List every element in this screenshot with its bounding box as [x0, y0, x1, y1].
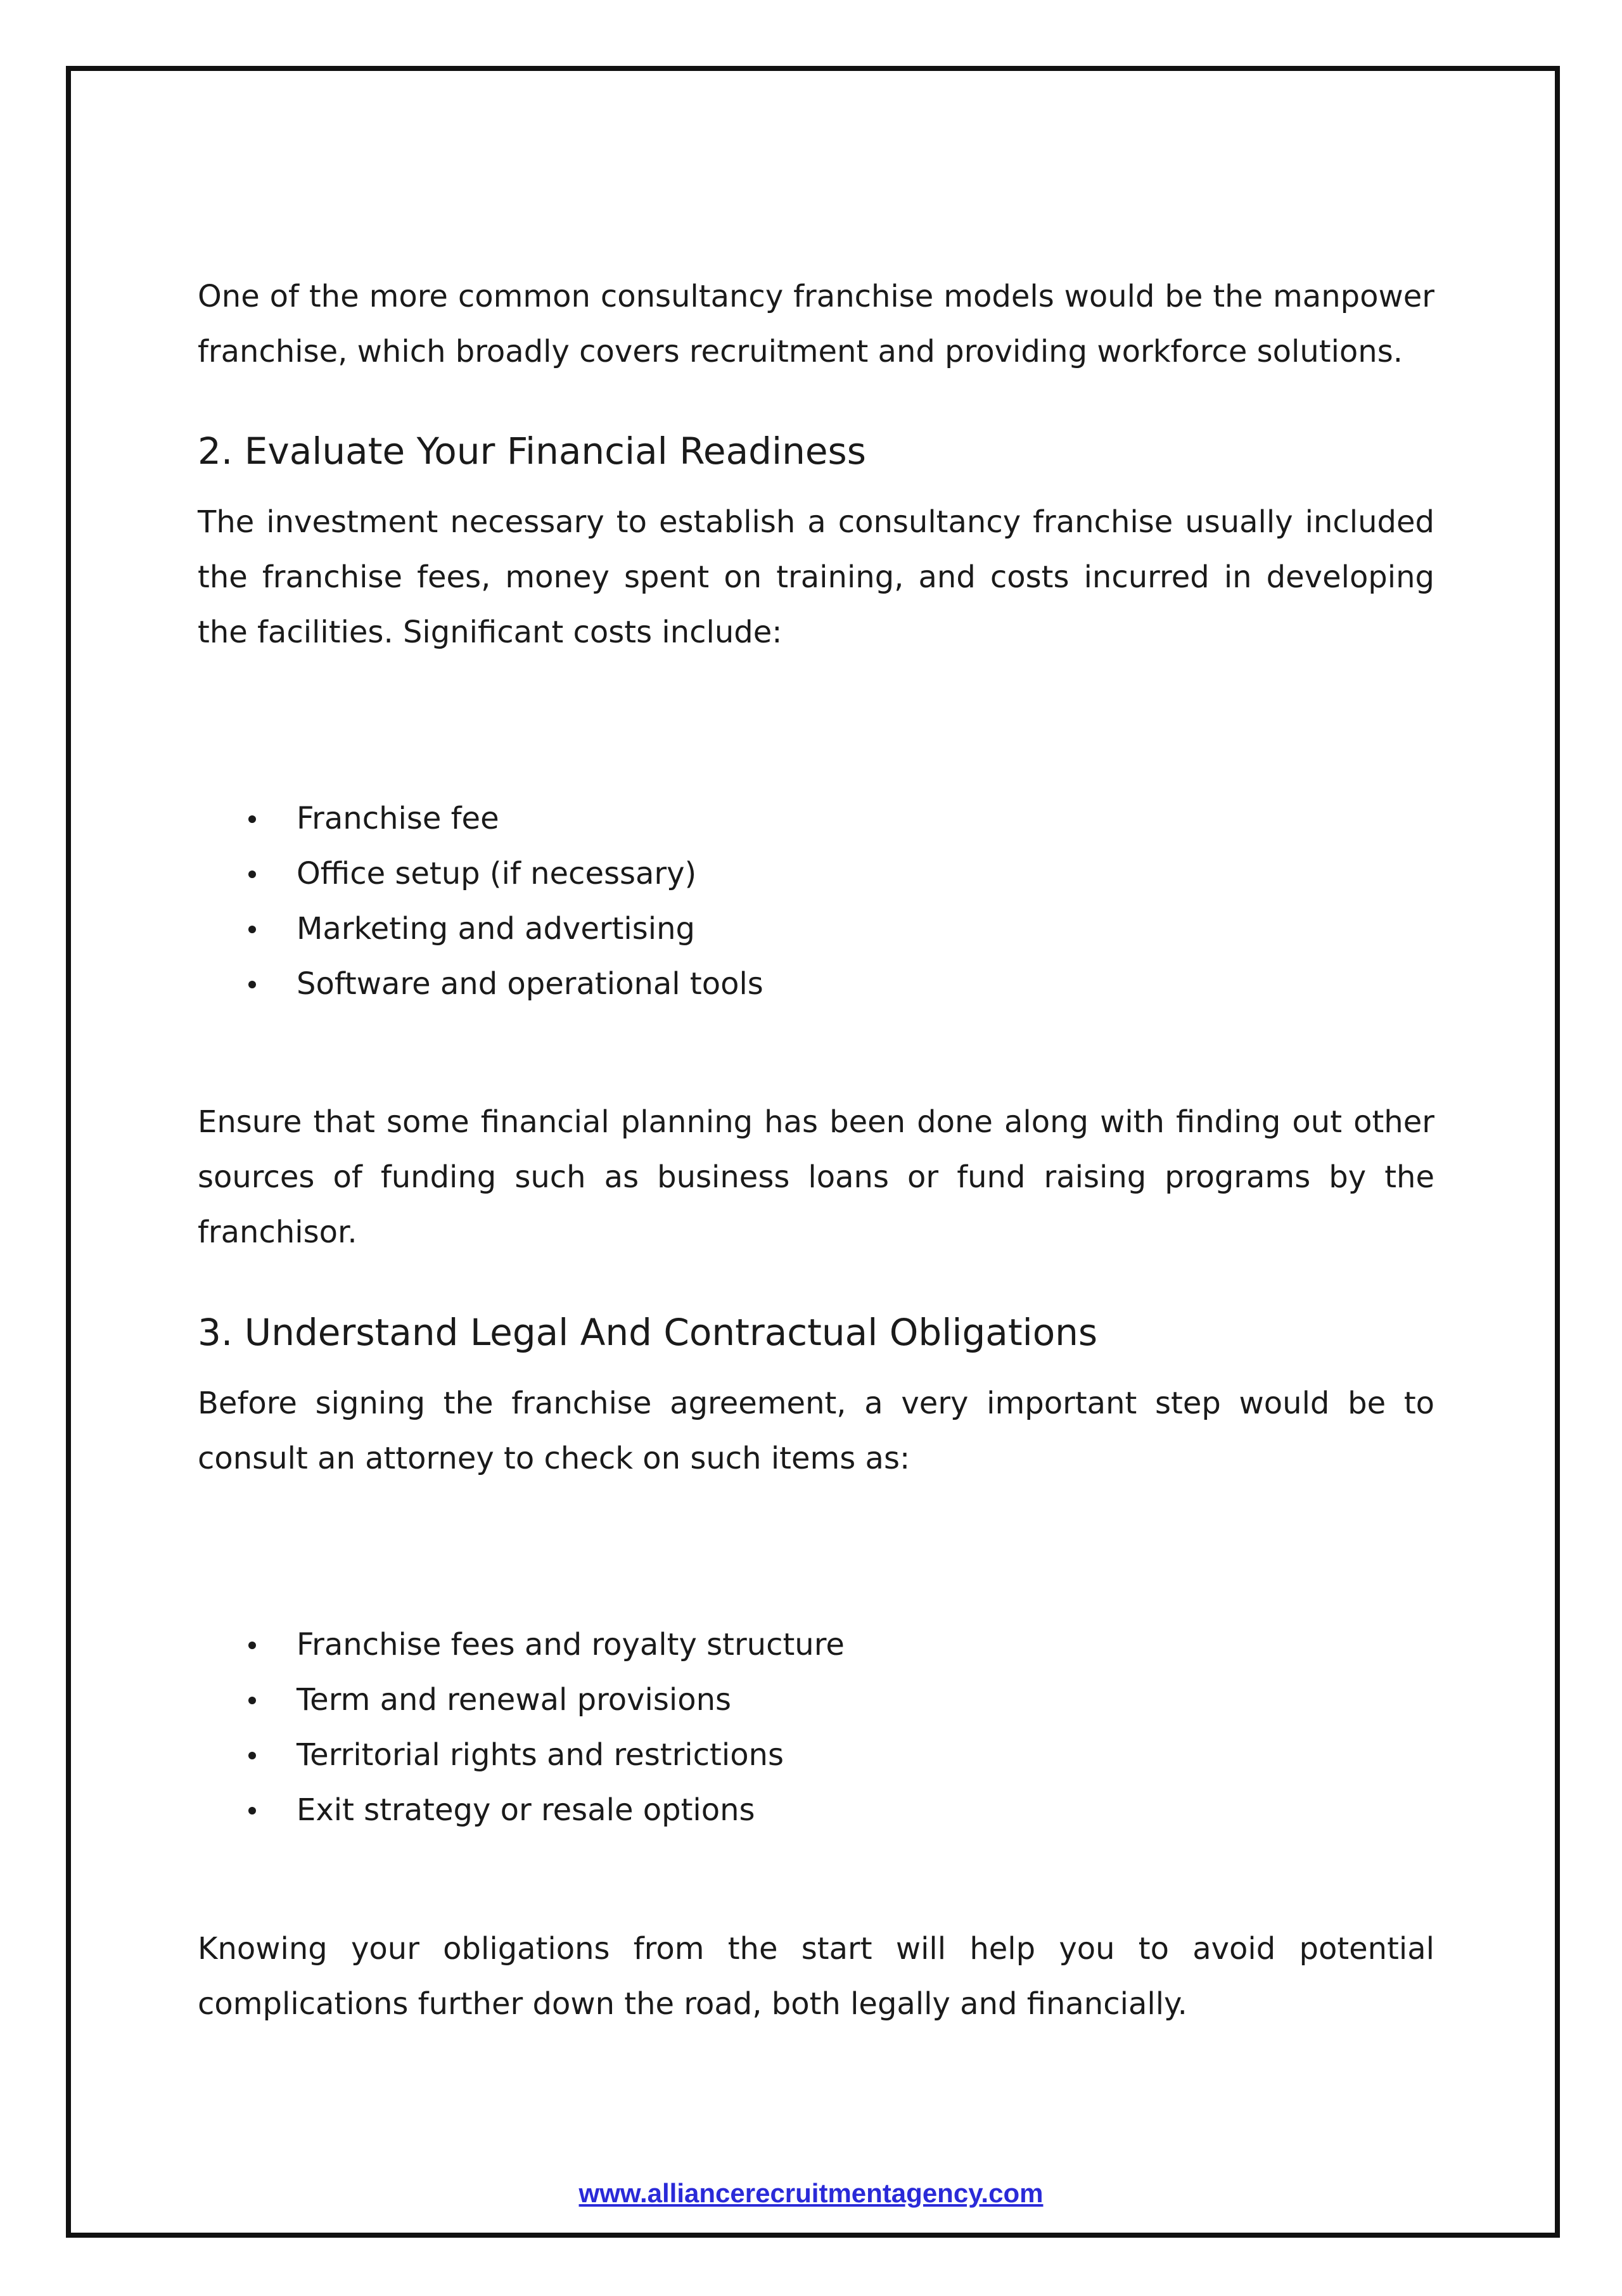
list-item [198, 1617, 845, 1673]
website-link[interactable]: www.alliancerecruitmentagency.com [578, 2178, 1044, 2208]
list-item-label: Franchise fee [297, 801, 499, 836]
bullet-icon [248, 815, 256, 823]
bullet-icon [248, 981, 256, 988]
bullet-icon [248, 926, 256, 933]
bullet-icon [248, 1642, 256, 1649]
list-item-label: Software and operational tools [297, 966, 763, 1002]
section-2-cost-list [198, 791, 763, 1012]
bullet-icon [248, 1807, 256, 1814]
bullet-icon [248, 1697, 256, 1704]
section-2-outro-paragraph: Ensure that some financial planning has been done along with finding out other sources of funding such as business loans or fund raising programs by the franchisor. [198, 1104, 1434, 1250]
section-3-heading: 3. Understand Legal And Contractual Obligations [198, 1311, 1098, 1354]
list-item-label: Exit strategy or resale options [297, 1792, 755, 1828]
list-item [198, 791, 763, 846]
bullet-icon [248, 871, 256, 878]
list-item-label: Marketing and advertising [297, 911, 695, 947]
section-3-outro-paragraph: Knowing your obligations from the start will help you to avoid potential complications further down the road, both legally and financially. [198, 1931, 1434, 2022]
list-item [198, 902, 763, 957]
section-2-intro-paragraph: The investment necessary to establish a consultancy franchise usually included the franchise fees, money spent on training, and costs incurred in developing the facilities. Significant costs include: [198, 504, 1434, 650]
intro-paragraph: One of the more common consultancy franchise models would be the manpower franchise, which broadly covers recruitment and providing workforce solutions. [198, 279, 1434, 369]
list-item-label: Franchise fees and royalty structure [297, 1627, 845, 1662]
section-3-intro-paragraph: Before signing the franchise agreement, a very important step would be to consult an attorney to check on such items as: [198, 1386, 1434, 1476]
list-item [198, 1673, 845, 1728]
list-item [198, 1728, 845, 1783]
list-item-label: Territorial rights and restrictions [297, 1737, 784, 1773]
list-item-label: Term and renewal provisions [297, 1682, 731, 1718]
section-2-heading: 2. Evaluate Your Financial Readiness [198, 430, 866, 473]
section-3-obligation-list [198, 1617, 845, 1838]
list-item [198, 1783, 845, 1838]
bullet-icon [248, 1752, 256, 1759]
footer [0, 2174, 1622, 2212]
list-item [198, 846, 763, 902]
list-item-label: Office setup (if necessary) [297, 856, 697, 891]
list-item [198, 957, 763, 1012]
